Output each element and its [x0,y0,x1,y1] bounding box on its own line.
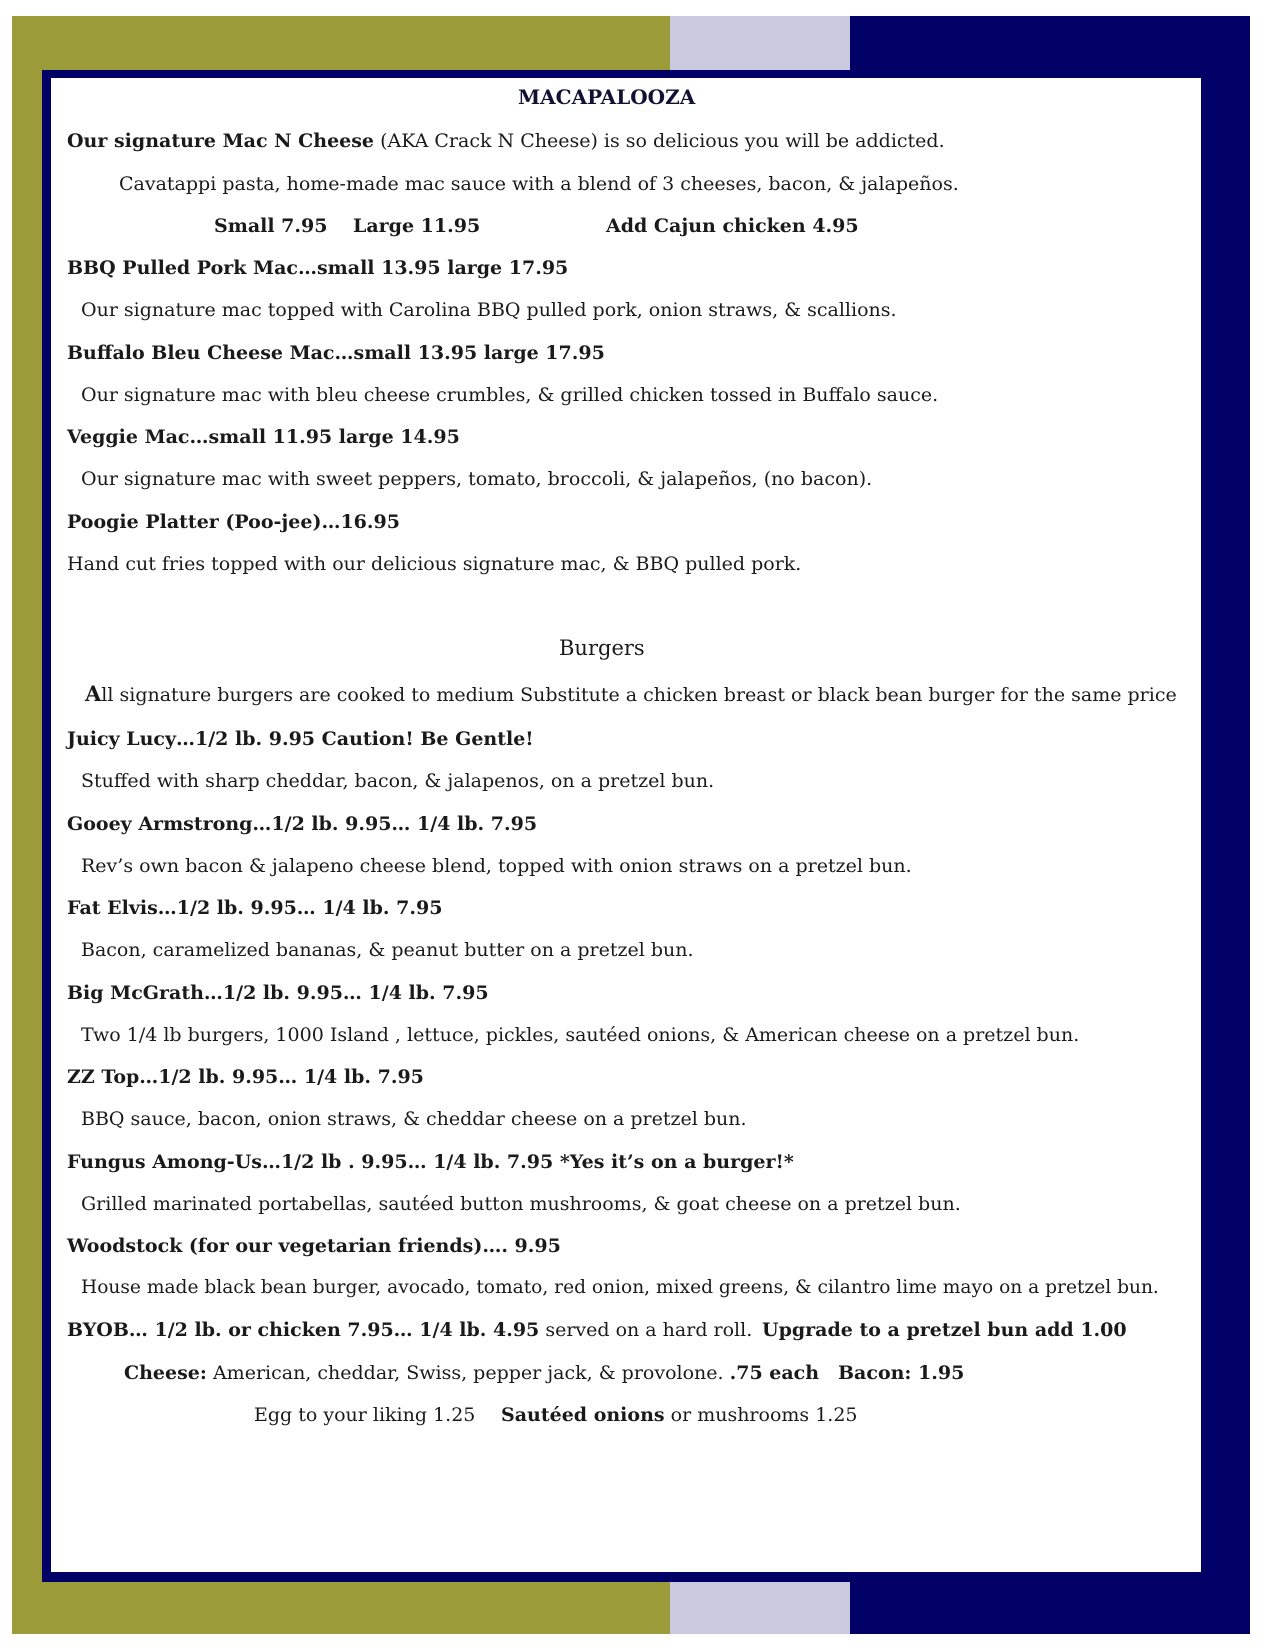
signature-mac-name: Our signature Mac N Cheese [67,130,375,152]
burger-big-mcgrath-name: Big McGrath…1/2 lb. 9.95… 1/4 lb. 7.95 [67,982,489,1004]
mac-section-title: MACAPALOOZA [518,85,696,109]
border-navy-bottom [850,1582,1250,1634]
byob-roll: served on a hard roll. [539,1319,753,1341]
burger-juicy-lucy-name: Juicy Lucy…1/2 lb. 9.95 Caution! Be Gentle! [67,728,534,750]
border-olive-top [12,16,670,70]
onions-addon [501,1404,858,1426]
cheese-list: American, cheddar, Swiss, pepper jack, & provolone. [206,1362,730,1384]
byob-line [67,1319,752,1341]
burger-fungus-among-us-name: Fungus Among-Us…1/2 lb . 9.95… 1/4 lb. 7.95 *Yes it’s on a burger!* [67,1151,794,1173]
burger-gooey-armstrong-desc: Rev’s own bacon & jalapeno cheese blend, topped with onion straws on a pretzel bun. [81,855,912,877]
mac-item-veggie-desc: Our signature mac with sweet peppers, tomato, broccoli, & jalapeños, (no bacon). [81,468,873,490]
cheese-line [124,1362,819,1384]
burger-fat-elvis-desc: Bacon, caramelized bananas, & peanut butter on a pretzel bun. [81,939,694,961]
burger-fungus-among-us-desc: Grilled marinated portabellas, sautéed button mushrooms, & goat cheese on a pretzel bun. [81,1193,961,1215]
border-olive-left [12,16,42,1634]
signature-mac-large-price: Large 11.95 [353,215,481,237]
burgers-intro-initial: A [85,681,102,706]
signature-mac-line [67,130,945,152]
burgers-intro-text: ll signature burgers are cooked to medium Substitute a chicken breast or black bean burger for the same price [101,684,1177,706]
border-olive-bottom [12,1582,670,1634]
mac-item-bbq-name: BBQ Pulled Pork Mac…small 13.95 large 17.95 [67,257,569,279]
menu-page [51,78,1201,1572]
border-navy-top [850,16,1250,70]
mac-item-poogie-name: Poogie Platter (Poo-jee)…16.95 [67,511,400,533]
burger-woodstock-name: Woodstock (for our vegetarian friends)…. 9.95 [67,1235,561,1257]
signature-mac-description: Cavatappi pasta, home-made mac sauce with a blend of 3 cheeses, bacon, & jalapeños. [119,173,959,195]
burgers-intro [85,683,1177,706]
cheese-price: .75 each [729,1362,820,1384]
burger-zz-top-desc: BBQ sauce, bacon, onion straws, & cheddar cheese on a pretzel bun. [81,1108,747,1130]
burger-big-mcgrath-desc: Two 1/4 lb burgers, 1000 Island , lettuce, pickles, sautéed onions, & American cheese on a pretzel bun. [81,1024,1080,1046]
byob-name: BYOB… 1/2 lb. or chicken 7.95… 1/4 lb. 4.95 [67,1319,540,1341]
burger-fat-elvis-name: Fat Elvis…1/2 lb. 9.95… 1/4 lb. 7.95 [67,897,443,919]
cheese-label: Cheese: [124,1362,207,1384]
mac-item-veggie-name: Veggie Mac…small 11.95 large 14.95 [67,426,460,448]
mac-item-buffalo-name: Buffalo Bleu Cheese Mac…small 13.95 large 17.95 [67,342,605,364]
mac-item-bbq-desc: Our signature mac topped with Carolina BBQ pulled pork, onion straws, & scallions. [81,299,897,321]
mac-item-poogie-desc: Hand cut fries topped with our delicious signature mac, & BBQ pulled pork. [67,553,802,575]
border-lavender-top [670,16,850,70]
signature-mac-tagline: (AKA Crack N Cheese) is so delicious you will be addicted. [380,130,945,152]
burger-gooey-armstrong-name: Gooey Armstrong…1/2 lb. 9.95… 1/4 lb. 7.95 [67,813,538,835]
border-lavender-bottom [670,1582,850,1634]
signature-mac-small-price: Small 7.95 [214,215,328,237]
burgers-section-title: Burgers [559,636,645,660]
byob-upgrade: Upgrade to a pretzel bun add 1.00 [762,1319,1127,1341]
mac-item-buffalo-desc: Our signature mac with bleu cheese crumbles, & grilled chicken tossed in Buffalo sauce. [81,384,939,406]
burger-juicy-lucy-desc: Stuffed with sharp cheddar, bacon, & jalapenos, on a pretzel bun. [81,770,715,792]
bacon-price: Bacon: 1.95 [838,1362,965,1384]
border-navy-right [1211,16,1250,1634]
signature-mac-addon: Add Cajun chicken 4.95 [606,215,859,237]
burger-zz-top-name: ZZ Top…1/2 lb. 9.95… 1/4 lb. 7.95 [67,1066,424,1088]
burger-woodstock-desc: House made black bean burger, avocado, tomato, red onion, mixed greens, & cilantro lime mayo on a pretzel bun. [81,1277,1159,1298]
onions-addon-label: Sautéed onions [501,1404,665,1426]
onions-addon-rest: or mushrooms 1.25 [664,1404,858,1426]
egg-addon: Egg to your liking 1.25 [254,1404,476,1426]
